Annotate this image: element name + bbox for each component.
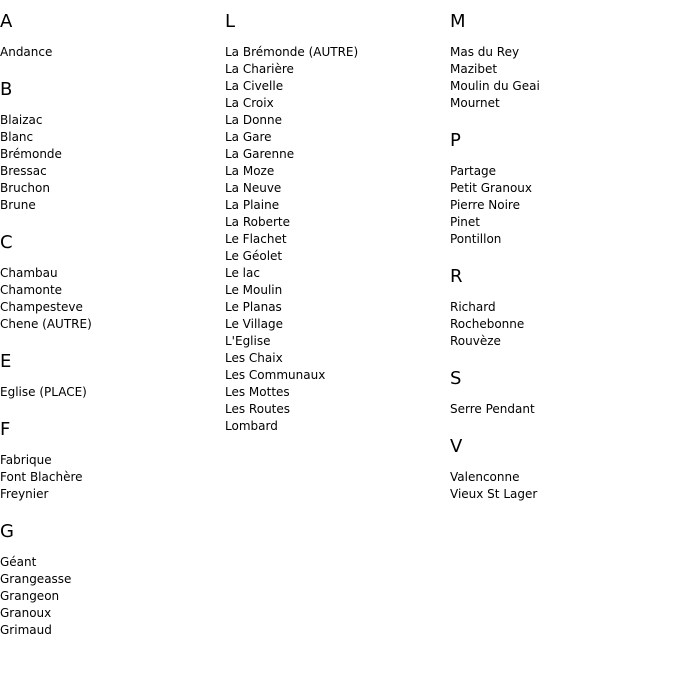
letter-heading: E [0,351,12,372]
street-list [450,469,670,503]
street-link[interactable]: Fabrique [0,453,52,467]
street-link[interactable]: La Gare [225,130,272,144]
street-link[interactable]: Le Planas [225,300,282,314]
letter-heading: S [450,368,462,389]
street-link[interactable]: Pierre Noire [450,198,520,212]
letter-heading: V [450,436,463,457]
street-link[interactable]: Brune [0,198,36,212]
street-link[interactable]: Mas du Rey [450,45,520,59]
street-link[interactable]: Le Flachet [225,232,287,246]
letter-group-c [0,233,220,333]
street-link[interactable]: Vieux St Lager [450,487,538,501]
street-link[interactable]: La Brémonde (AUTRE) [225,45,359,59]
street-link[interactable]: Rochebonne [450,317,525,331]
street-link[interactable]: La Croix [225,96,274,110]
street-link[interactable]: Grangeon [0,589,60,603]
street-list [0,452,220,503]
street-list [225,44,445,435]
letter-group-e [0,352,220,401]
letter-heading: R [450,266,463,287]
street-link[interactable]: Grimaud [0,623,52,637]
street-list [450,44,670,112]
street-link[interactable]: L'Eglise [225,334,271,348]
street-link[interactable]: Les Mottes [225,385,290,399]
street-link[interactable]: Les Routes [225,402,291,416]
letter-group-a [0,12,220,61]
street-link[interactable]: Bruchon [0,181,50,195]
street-link[interactable]: Le Géolet [225,249,283,263]
street-link[interactable]: Moulin du Geai [450,79,540,93]
street-link[interactable]: Mazibet [450,62,498,76]
street-link[interactable]: La Civelle [225,79,284,93]
street-link[interactable]: Géant [0,555,37,569]
street-list [0,112,220,214]
street-link[interactable]: Serre Pendant [450,402,535,416]
street-link[interactable]: Les Communaux [225,368,326,382]
letter-heading: C [0,232,13,253]
letter-heading: M [450,11,466,32]
street-link[interactable]: Lombard [225,419,278,433]
street-list [0,554,220,639]
letter-heading: L [225,11,236,32]
street-list [0,44,220,61]
street-link[interactable]: Mournet [450,96,500,110]
index-column-3 [450,12,670,522]
letter-group-s [450,369,670,418]
letter-heading: B [0,79,13,100]
street-link[interactable]: Le Village [225,317,283,331]
street-link[interactable]: Grangeasse [0,572,72,586]
street-link[interactable]: Andance [0,45,53,59]
street-link[interactable]: La Moze [225,164,275,178]
letter-group-r [450,267,670,350]
letter-heading: P [450,130,461,151]
street-link[interactable]: La Garenne [225,147,295,161]
letter-heading: F [0,419,11,440]
street-link[interactable]: La Plaine [225,198,280,212]
street-link[interactable]: La Charière [225,62,294,76]
street-list [450,401,670,418]
street-link[interactable]: Partage [450,164,497,178]
street-link[interactable]: Le Moulin [225,283,283,297]
street-list [0,384,220,401]
letter-group-b [0,80,220,214]
street-link[interactable]: Le lac [225,266,260,280]
letter-group-v [450,437,670,503]
letter-group-p [450,131,670,248]
index-column-1 [0,12,220,658]
street-link[interactable]: Chene (AUTRE) [0,317,92,331]
street-link[interactable]: La Donne [225,113,283,127]
street-link[interactable]: Chamonte [0,283,63,297]
street-link[interactable]: Pinet [450,215,480,229]
street-link[interactable]: Chambau [0,266,58,280]
street-list [450,163,670,248]
street-link[interactable]: Brémonde [0,147,62,161]
letter-group-l [225,12,445,435]
street-list [450,299,670,350]
street-link[interactable]: Blanc [0,130,34,144]
letter-group-g [0,522,220,639]
street-link[interactable]: Richard [450,300,496,314]
street-link[interactable]: La Roberte [225,215,291,229]
street-link[interactable]: Pontillon [450,232,502,246]
street-link[interactable]: Rouvèze [450,334,501,348]
street-link[interactable]: Les Chaix [225,351,283,365]
street-link[interactable]: Freynier [0,487,49,501]
street-link[interactable]: Font Blachère [0,470,83,484]
street-link[interactable]: Eglise (PLACE) [0,385,87,399]
street-link[interactable]: Valenconne [450,470,520,484]
letter-heading: A [0,11,13,32]
street-link[interactable]: La Neuve [225,181,282,195]
street-link[interactable]: Bressac [0,164,47,178]
letter-heading: G [0,521,14,542]
street-link[interactable]: Petit Granoux [450,181,532,195]
street-link[interactable]: Granoux [0,606,52,620]
street-link[interactable]: Champesteve [0,300,83,314]
street-link[interactable]: Blaizac [0,113,43,127]
index-column-2 [225,12,445,454]
letter-group-f [0,420,220,503]
street-list [0,265,220,333]
letter-group-m [450,12,670,112]
